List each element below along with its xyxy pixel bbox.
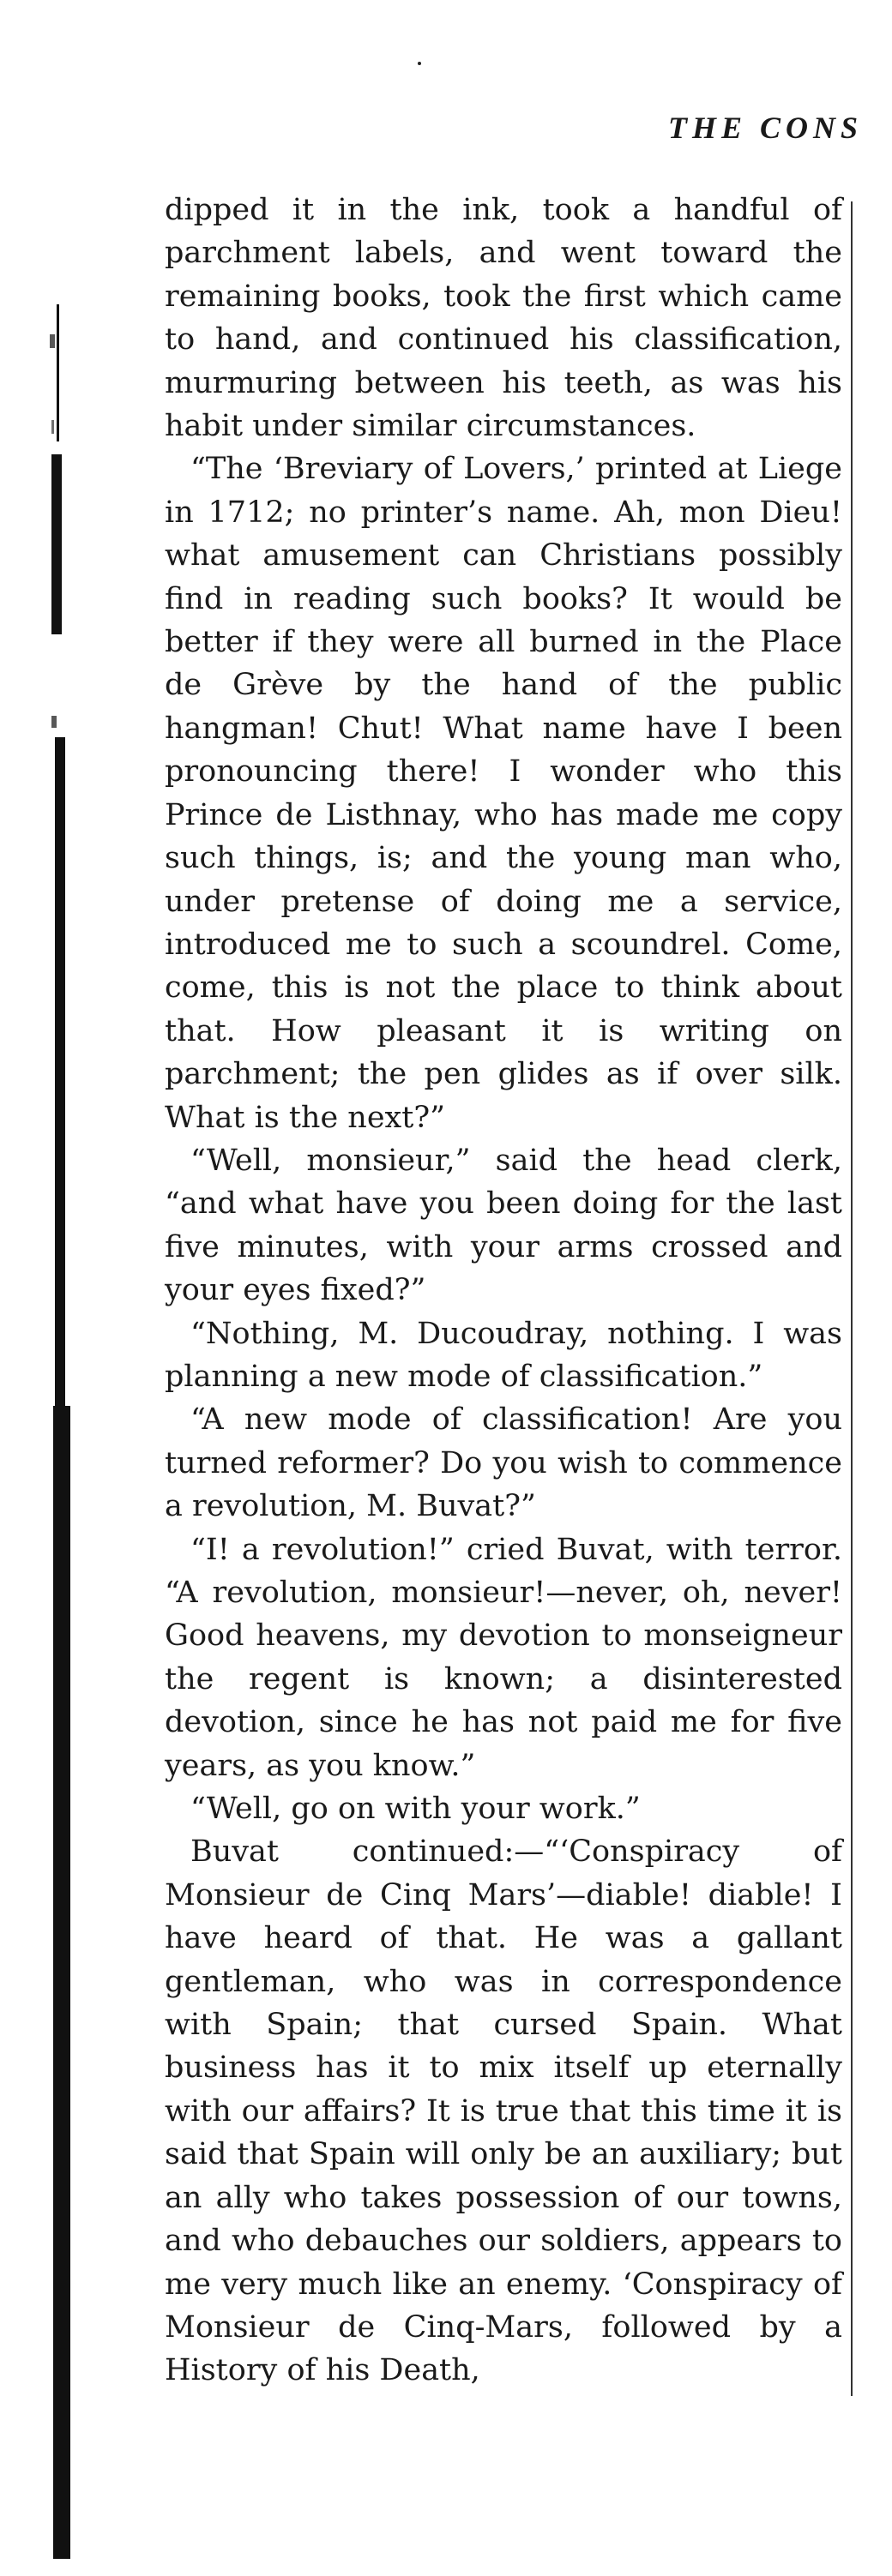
text-column [165, 189, 842, 2393]
paragraph: “The ‘Breviary of Lovers,’ printed at Liege in 1712; no printer’s name. Ah, mon Dieu! what amusement can Christians possibly find in reading such books? It would be better if they were all burned in the Place de Grève by the hand of the public hangman! Chut! What name have I been pronouncing there! I wonder who this Prince de Listhnay, who has made me copy such things, is; and the young man who, under pretense of doing me a service, introduced me to such a scoundrel. Come, come, this is not the place to think about that. How pleasant it is writing on parchment; the pen glides as if over silk. What is the next?” [165, 452, 842, 1135]
paragraph: “Well, go on with your work.” [190, 1792, 641, 1827]
running-header: THE CONS [667, 111, 863, 145]
paragraph: Buvat continued:—“‘Conspiracy of Monsieur de Cinq Mars’—diable! diable! I have heard of that. He was a gallant gentleman, who was in correspondence with Spain; that cursed Spain. What business has it to mix itself up eternally with our affairs? It is true that this time it is said that Spain will only be an auxiliary; but an ally who takes possession of our towns, and who debauches our soldiers, appears to me very much like an enemy. ‘Conspiracy of Monsieur de Cinq-Mars, followed by a History of his Death, [165, 1834, 842, 2388]
print-speck [418, 62, 421, 65]
gutter-shadow-tick [51, 420, 54, 434]
paragraph: “A new mode of classification! Are you turned reformer? Do you wish to commence a revolution, M. Buvat?” [165, 1402, 842, 1524]
paragraph: “Nothing, M. Ducoudray, nothing. I was planning a new mode of classification.” [165, 1316, 842, 1394]
paragraph: “Well, monsieur,” said the head clerk, “and what have you been doing for the last five minutes, with your arms crossed and your eyes fixed?” [165, 1143, 842, 1308]
gutter-shadow-mark [50, 334, 55, 348]
gutter-shadow-upper [51, 454, 62, 634]
column-rule [851, 201, 853, 2396]
gutter-shadow-main [55, 737, 65, 1509]
gutter-shadow-wide [53, 1406, 70, 2559]
gutter-shadow-dot [51, 716, 57, 728]
gutter-shadow-top [57, 304, 59, 441]
paragraph: dipped it in the ink, took a handful of parchment labels, and went toward the remaining books, took the first which came to hand, and continued his classification, murmuring between his teeth, as was his habit under similar circumstances. [165, 193, 842, 444]
paragraph: “I! a revolution!” cried Buvat, with terror. “A revolution, monsieur!—never, oh, never! Good heavens, my devotion to monseigneur the regent is known; a disinterested devotion, since he has not paid me for five years, as you know.” [165, 1532, 842, 1783]
